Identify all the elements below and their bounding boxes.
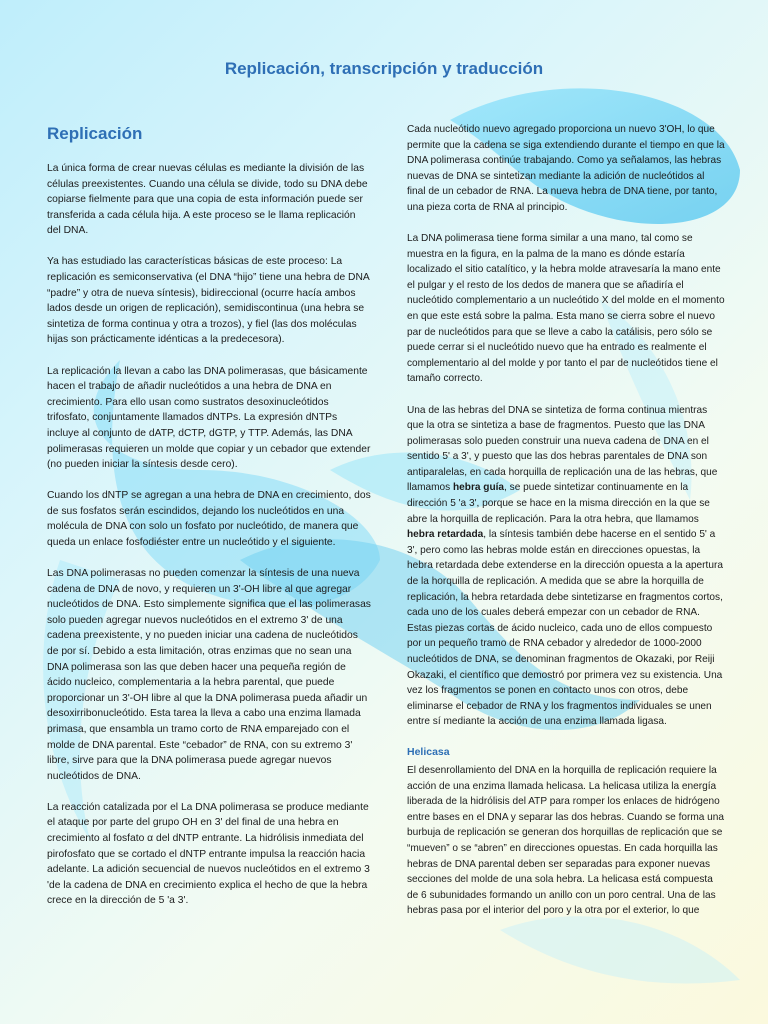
- text-run: Una de las hebras del DNA se sintetiza de forma continua mientras que la otra se sintetiza a base de fragmentos. Puesto que las DNA polimerasas solo pueden construir una nueva cadena de DNA en el sentido 5' a 3', y puesto que las dos hebras parentales de DNA son antiparalelas, en cada horquilla de replicación una de las hebras, que llamamos: [407, 404, 718, 494]
- paragraph: Cuando los dNTP se agregan a una hebra de DNA en crecimiento, dos de sus fosfatos serán escindidos, dejando los nucleótidos en una molécula de DNA con solo un fosfato por nucleótido, de manera que queda un enlace fosfodiéster entre un nucleótido y el siguiente.: [47, 490, 371, 548]
- term-hebra-retardada: hebra retardada: [407, 529, 484, 541]
- paragraph: Cada nucleótido nuevo agregado proporciona un nuevo 3'OH, lo que permite que la cadena se siga extendiendo durante el tiempo en que la DNA polimerasa continúe trabajando. Como ya señalamos, las hebras nuevas de DNA se sintetizan mediante la adición de nucleótidos al final de un cebador de RNA. La nueva hebra de DNA tiene, por tanto, una pieza corta de RNA al principio.: [407, 124, 725, 213]
- paragraph: Las DNA polimerasas no pueden comenzar la síntesis de una nueva cadena de DNA de novo, y requieren un 3'-OH libre al que agregar nucleótidos de DNA. Esto simplemente significa que el las polimerasas solo pueden agregar nuevos nucleótidos en el extremo 3' de una cadena preexistente, y no pueden iniciar una cadena de nucleótidos de por sí. Debido a esta limitación, otras enzimas que no sean una DNA polimerasa son las que deben hacer una pequeña región de ácido nucleico, complementaria a la hebra parental, que puede proporcionar un 3'-OH libre al que la DNA polimerasa pueda añadir un desoxirribonucleótido. Esta tarea la lleva a cabo una enzima llamada primasa, que ensambla un tramo corto de RNA emparejado con el molde de DNA parental. Este “cebador” de RNA, con su extremo 3' libre, sirve para que la DNA polimerasa puede agregar nuevos nucleótidos de DNA.: [47, 568, 371, 782]
- paragraph: La única forma de crear nuevas células es mediante la división de las células preexistentes. Cuando una célula se divide, todo su DNA debe copiarse fielmente para que una copia de esta información puede ser transferida a cada célula hija. A este proceso se le llama replicación del DNA.: [47, 163, 368, 237]
- paragraph-leading-lagging-strand: [407, 403, 725, 730]
- paragraph: La replicación la llevan a cabo las DNA polimerasas, que básicamente hacen el trabajo de añadir nucleótidos a una hebra de DNA en crecimiento. Para ello usan como sustratos desoxinucleótidos trifosfato, conjuntamente llamados dNTPs. La expresión dNTPs incluye al conjunto de dATP, dCTP, dGTP, y TTP. Además, las DNA polimerasas requieren un molde que copiar y un cebador que extender (no pueden iniciar la síntesis desde cero).: [47, 365, 371, 471]
- paragraph: Ya has estudiado las características básicas de este proceso: La replicación es semiconservativa (el DNA “hijo” tiene una hebra de DNA “padre” y otra de nueva síntesis), bidireccional (ocurre hacía ambos lados desde un origen de replicación), semidiscontinua (una hebra se sintetiza de forma continua y otra a trozos), y fiel (las dos moléculas hijas son prácticamente idénticas a la predecesora).: [47, 256, 370, 346]
- paragraph: El desenrollamiento del DNA en la horquilla de replicación requiere la acción de una enzima llamada helicasa. La helicasa utiliza la energía liberada de la hidrólisis del ATP para romper los enlaces de hidrógeno entre bases en el DNA y separar las dos hebras. Cuando se forma una burbuja de replicación se generan dos horquillas de replicación que se “mueven” o se “abren” en direcciones opuestas. En cada horquilla las hebras de DNA parental deben ser separadas para exponer nuevas secciones del molde de una sola hebra. La helicasa está compuesta de 6 subunidades formando un anillo con un poro central. Una de las hebras pasa por el interior del poro y la otra por el exterior, lo que: [407, 764, 725, 917]
- text-run: , la síntesis también debe hacerse en el sentido 5' a 3', pero como las hebras molde están en direcciones opuestas, la hebra retardada debe extenderse en la dirección opuesta a la apertura de la horquilla de replicación. A medida que se abre la horquilla de replicación, la hebra retardada debe sintetizarse en fragmentos cortos, cada uno de los cuales deberá empezar con un cebador de RNA. Estas piezas cortas de ácido nucleico, cada uno de ellos compuesto por un pequeño tramo de RNA cebador y alrededor de 1000-2000 nucleótidos de DNA, se denominan fragmentos de Okazaki, por Reiji Okazaki, el científico que demostró por primera vez su existencia. Una vez los fragmentos se ponen en contacto unos con otros, debe eliminarse el cebador de RNA y los fragmentos individuales se unen entre sí mediante la acción de una enzima llamada ligasa.: [407, 529, 723, 728]
- page-title: Replicación, transcripción y traducción: [224, 59, 544, 78]
- right-column: [407, 122, 725, 934]
- left-column: [47, 124, 371, 925]
- term-hebra-guia: hebra guía: [453, 482, 505, 494]
- paragraph: La DNA polimerasa tiene forma similar a una mano, tal como se muestra en la figura, en la palma de la mano es dónde estaría localizado el sitio catalítico, y la hebra molde atravesaría la mano ente el pulgar y el resto de los dedos de manera que se añadiría el nucleótido complementario a un nucleótido X del molde en el momento en que este está sobre la palma. Esta mano se cierra sobre el nuevo par de nucleótidos para que se lleve a cabo la catálisis, pero sólo se puede cerrar si el nucleótido nuevo que ha entrado es realmente el complementario al del molde y por tanto el par de nucleótidos tiene el tamaño correcto.: [407, 233, 725, 385]
- paragraph: La reacción catalizada por el La DNA polimerasa se produce mediante el ataque por parte del grupo OH en 3' del final de una hebra en crecimiento al fosfato α del dNTP entrante. La hidrólisis inmediata del pirofosfato que se cortado el dNTP entrante impulsa la reacción hacia adelante. La adición secuencial de nuevos nucleótidos en el extremo 3 'de la cadena de DNA en crecimiento explica el hecho de que la hebra crece en la dirección de 5 'a 3'.: [47, 801, 370, 907]
- text-run: , se puede sintetizar continuamente en la dirección 5 'a 3', porque se hace en la misma dirección en la que se abre la horquilla de replicación. Para la otra hebra, que llamamos: [407, 482, 710, 525]
- subheading-helicasa: Helicasa: [407, 746, 450, 759]
- section-heading-replicacion: Replicación: [47, 124, 143, 143]
